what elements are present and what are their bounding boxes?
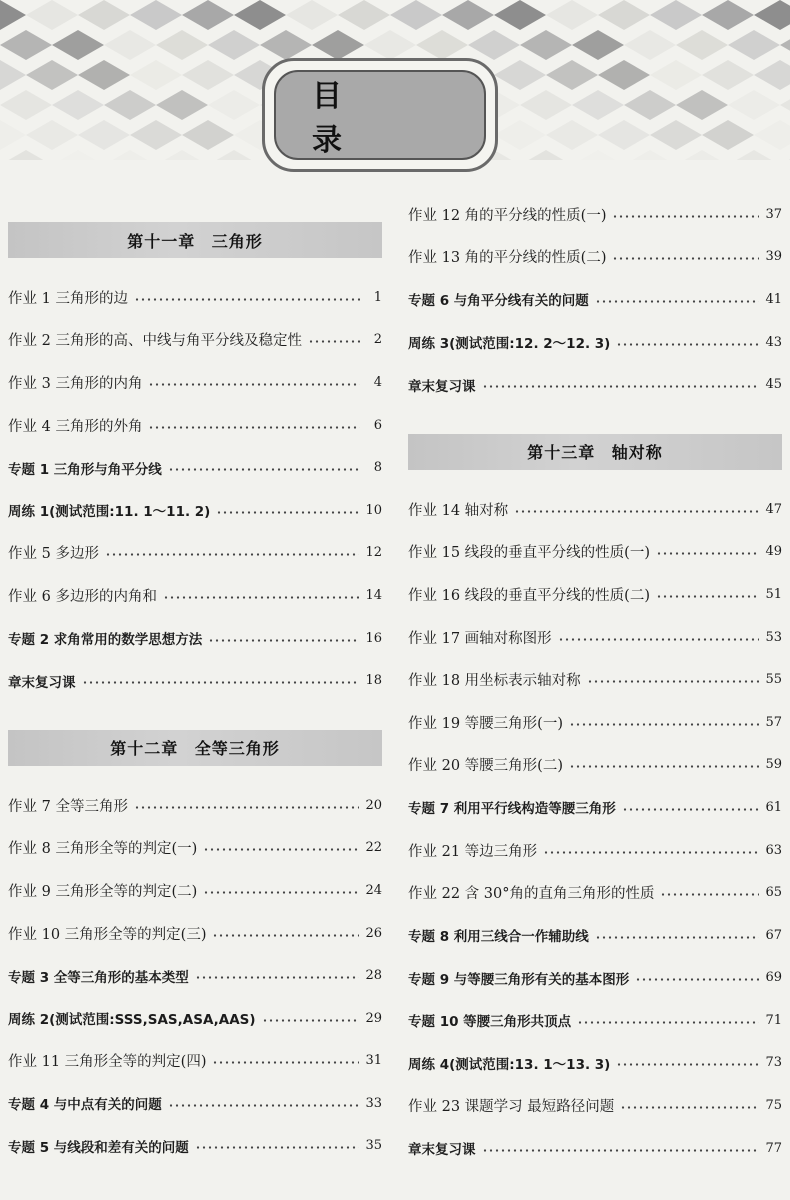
dot-leader — [82, 681, 360, 684]
dot-leader — [148, 426, 360, 429]
toc-entry-page: 31 — [365, 1053, 382, 1069]
toc-entry[interactable] — [408, 658, 782, 701]
toc-entry-title: 专题 2 求角常用的数学思想方法 — [8, 632, 203, 649]
dot-leader — [482, 385, 760, 388]
dot-leader — [134, 806, 360, 809]
dot-leader — [148, 383, 360, 386]
toc-entry[interactable] — [8, 954, 382, 997]
toc-entry-page: 65 — [765, 885, 782, 901]
toc-entry[interactable] — [8, 827, 382, 870]
dot-leader — [163, 596, 360, 599]
dot-leader — [208, 639, 359, 642]
toc-entry-page: 29 — [365, 1010, 382, 1026]
dot-leader — [595, 300, 760, 303]
toc-entry-title: 作业 20 等腰三角形(二) — [408, 758, 563, 775]
toc-entry[interactable] — [8, 1125, 382, 1168]
toc-entry-title: 周练 1(测试范围:11. 1～11. 2) — [8, 504, 211, 521]
toc-entry-page: 22 — [365, 840, 382, 856]
toc-entry-title: 作业 13 角的平分线的性质(二) — [408, 250, 607, 267]
toc-entry-page: 4 — [373, 374, 382, 390]
dot-leader — [558, 638, 760, 641]
toc-entry-title: 作业 4 三角形的外角 — [8, 418, 143, 435]
toc-entry-page: 6 — [373, 417, 382, 433]
toc-entry-page: 55 — [765, 672, 782, 688]
toc-entry[interactable] — [408, 786, 782, 829]
toc-entry-page: 43 — [765, 334, 782, 350]
toc-entry[interactable] — [408, 999, 782, 1042]
toc-entry-page: 33 — [365, 1095, 382, 1111]
toc-entry-title: 专题 1 三角形与角平分线 — [8, 461, 162, 478]
chapter-heading: 第十一章 三角形 — [8, 222, 382, 258]
toc-entry[interactable] — [408, 1084, 782, 1127]
dot-leader — [105, 553, 360, 556]
toc-entry-title: 作业 11 三角形全等的判定(四) — [8, 1054, 207, 1071]
toc-title: 目 录 — [274, 70, 486, 160]
toc-entry-page: 16 — [365, 630, 382, 646]
toc-entry[interactable] — [8, 574, 382, 617]
toc-entry-title: 作业 1 三角形的边 — [8, 290, 128, 307]
toc-right-column — [408, 193, 782, 1169]
toc-entry[interactable] — [8, 361, 382, 404]
toc-entry[interactable] — [408, 278, 782, 321]
toc-entry-page: 71 — [765, 1012, 782, 1028]
toc-entry-title: 作业 8 三角形全等的判定(一) — [8, 841, 198, 858]
toc-entry-title: 作业 15 线段的垂直平分线的性质(一) — [408, 545, 650, 562]
toc-entry-page: 49 — [765, 544, 782, 560]
toc-entry-page: 10 — [365, 502, 382, 518]
toc-entry-title: 专题 6 与角平分线有关的问题 — [408, 293, 589, 310]
toc-entry-title: 作业 16 线段的垂直平分线的性质(二) — [408, 587, 650, 604]
toc-entry-page: 63 — [765, 842, 782, 858]
toc-entry[interactable] — [408, 193, 782, 236]
dot-leader — [612, 215, 759, 218]
dot-leader — [195, 976, 360, 979]
dot-leader — [168, 1104, 360, 1107]
toc-entry-title: 专题 10 等腰三角形共顶点 — [408, 1014, 572, 1031]
toc-entry[interactable] — [408, 744, 782, 787]
dot-leader — [212, 934, 359, 937]
toc-title-frame — [262, 58, 498, 172]
toc-entry-title: 作业 9 三角形全等的判定(二) — [8, 883, 198, 900]
dot-leader — [262, 1019, 360, 1022]
toc-entry-page: 51 — [765, 586, 782, 602]
toc-entry-title: 章末复习课 — [408, 1142, 476, 1159]
dot-leader — [656, 595, 759, 598]
toc-entry[interactable] — [408, 363, 782, 406]
toc-left-column — [8, 222, 382, 1167]
toc-entry-title: 专题 3 全等三角形的基本类型 — [8, 969, 189, 986]
toc-entry-title: 作业 18 用坐标表示轴对称 — [408, 673, 581, 690]
toc-entry-page: 18 — [365, 673, 382, 689]
toc-entry-title: 周练 4(测试范围:13. 1～13. 3) — [408, 1056, 611, 1073]
dot-leader — [134, 298, 360, 301]
toc-entry[interactable] — [408, 871, 782, 914]
dot-leader — [660, 893, 759, 896]
toc-entry-page: 41 — [765, 291, 782, 307]
dot-leader — [168, 468, 360, 471]
toc-entry[interactable] — [8, 617, 382, 660]
chapter-heading: 第十三章 轴对称 — [408, 434, 782, 470]
dot-leader — [569, 765, 759, 768]
dot-leader — [612, 257, 759, 260]
dot-leader — [203, 891, 359, 894]
toc-entry-page: 26 — [365, 925, 382, 941]
toc-entry-page: 75 — [765, 1098, 782, 1114]
toc-entry[interactable] — [408, 236, 782, 279]
toc-entry[interactable] — [8, 1040, 382, 1083]
toc-entry[interactable] — [408, 573, 782, 616]
toc-entry[interactable] — [408, 957, 782, 1000]
toc-entry[interactable] — [8, 489, 382, 532]
toc-entry-title: 作业 7 全等三角形 — [8, 798, 128, 815]
chapter-heading: 第十二章 全等三角形 — [8, 730, 382, 766]
dot-leader — [195, 1146, 360, 1149]
toc-entry-title: 作业 21 等边三角形 — [408, 843, 538, 860]
toc-entry-page: 57 — [765, 714, 782, 730]
toc-entry[interactable] — [408, 1127, 782, 1170]
dot-leader — [514, 510, 759, 513]
dot-leader — [595, 936, 760, 939]
dot-leader — [616, 343, 759, 346]
toc-entry[interactable] — [8, 404, 382, 447]
toc-entry-title: 专题 7 利用平行线构造等腰三角形 — [408, 801, 616, 818]
toc-entry[interactable] — [8, 659, 382, 702]
toc-entry-title: 专题 8 利用三线合一作辅助线 — [408, 929, 589, 946]
dot-leader — [569, 723, 759, 726]
toc-entry-title: 作业 17 画轴对称图形 — [408, 630, 552, 647]
toc-entry-page: 61 — [765, 799, 782, 815]
toc-entry-title: 作业 14 轴对称 — [408, 502, 509, 519]
dot-leader — [308, 340, 360, 343]
dot-leader — [587, 680, 760, 683]
toc-entry-page: 20 — [365, 797, 382, 813]
toc-entry-page: 37 — [765, 206, 782, 222]
toc-entry-title: 作业 19 等腰三角形(一) — [408, 715, 563, 732]
toc-entry-page: 53 — [765, 629, 782, 645]
toc-entry-title: 作业 12 角的平分线的性质(一) — [408, 207, 607, 224]
toc-entry-page: 47 — [765, 501, 782, 517]
toc-entry[interactable] — [408, 701, 782, 744]
toc-entry-title: 作业 2 三角形的高、中线与角平分线及稳定性 — [8, 333, 302, 350]
toc-entry-page: 67 — [765, 927, 782, 943]
toc-entry-title: 章末复习课 — [8, 674, 76, 691]
toc-entry-page: 77 — [765, 1140, 782, 1156]
dot-leader — [482, 1149, 760, 1152]
toc-entry[interactable] — [8, 319, 382, 362]
toc-entry[interactable] — [8, 869, 382, 912]
toc-entry-title: 周练 2(测试范围:SSS,SAS,ASA,AAS) — [8, 1012, 256, 1029]
toc-entry-title: 专题 9 与等腰三角形有关的基本图形 — [408, 971, 630, 988]
toc-entry-page: 69 — [765, 970, 782, 986]
toc-entry[interactable] — [8, 446, 382, 489]
toc-entry-title: 作业 23 课题学习 最短路径问题 — [408, 1099, 615, 1116]
toc-entry[interactable] — [8, 997, 382, 1040]
toc-entry-title: 作业 22 含 30°角的直角三角形的性质 — [408, 886, 655, 903]
dot-leader — [616, 1063, 759, 1066]
toc-entry-page: 24 — [365, 882, 382, 898]
toc-entry-title: 专题 5 与线段和差有关的问题 — [8, 1139, 189, 1156]
dot-leader — [620, 1106, 759, 1109]
toc-entry-title: 作业 10 三角形全等的判定(三) — [8, 926, 207, 943]
toc-entry-page: 39 — [765, 249, 782, 265]
toc-entry-page: 8 — [373, 460, 382, 476]
toc-entry-title: 专题 4 与中点有关的问题 — [8, 1097, 162, 1114]
toc-entry-page: 73 — [765, 1055, 782, 1071]
toc-entry-page: 35 — [365, 1138, 382, 1154]
toc-entry-page: 1 — [373, 289, 382, 305]
toc-entry[interactable] — [408, 321, 782, 364]
toc-entry[interactable] — [408, 616, 782, 659]
toc-entry-page: 2 — [373, 332, 382, 348]
dot-leader — [543, 851, 759, 854]
toc-entry[interactable] — [408, 1042, 782, 1085]
toc-entry-page: 28 — [365, 968, 382, 984]
toc-entry-title: 作业 3 三角形的内角 — [8, 375, 143, 392]
toc-entry-page: 12 — [365, 545, 382, 561]
toc-entry[interactable] — [408, 829, 782, 872]
dot-leader — [577, 1021, 759, 1024]
toc-entry-page: 45 — [765, 377, 782, 393]
dot-leader — [656, 552, 759, 555]
toc-entry[interactable] — [8, 532, 382, 575]
toc-entry[interactable] — [8, 912, 382, 955]
toc-entry[interactable] — [8, 276, 382, 319]
dot-leader — [216, 511, 359, 514]
dot-leader — [622, 808, 760, 811]
toc-entry[interactable] — [408, 914, 782, 957]
toc-entry[interactable] — [8, 1082, 382, 1125]
toc-entry-title: 作业 5 多边形 — [8, 546, 99, 563]
toc-entry-page: 14 — [365, 587, 382, 603]
toc-entry[interactable] — [8, 784, 382, 827]
dot-leader — [635, 978, 759, 981]
toc-entry-title: 章末复习课 — [408, 378, 476, 395]
dot-leader — [203, 848, 359, 851]
toc-entry-title: 作业 6 多边形的内角和 — [8, 588, 157, 605]
dot-leader — [212, 1061, 359, 1064]
toc-entry-title: 周练 3(测试范围:12. 2～12. 3) — [408, 336, 611, 353]
toc-entry-page: 59 — [765, 757, 782, 773]
toc-entry[interactable] — [408, 531, 782, 574]
toc-entry[interactable] — [408, 488, 782, 531]
